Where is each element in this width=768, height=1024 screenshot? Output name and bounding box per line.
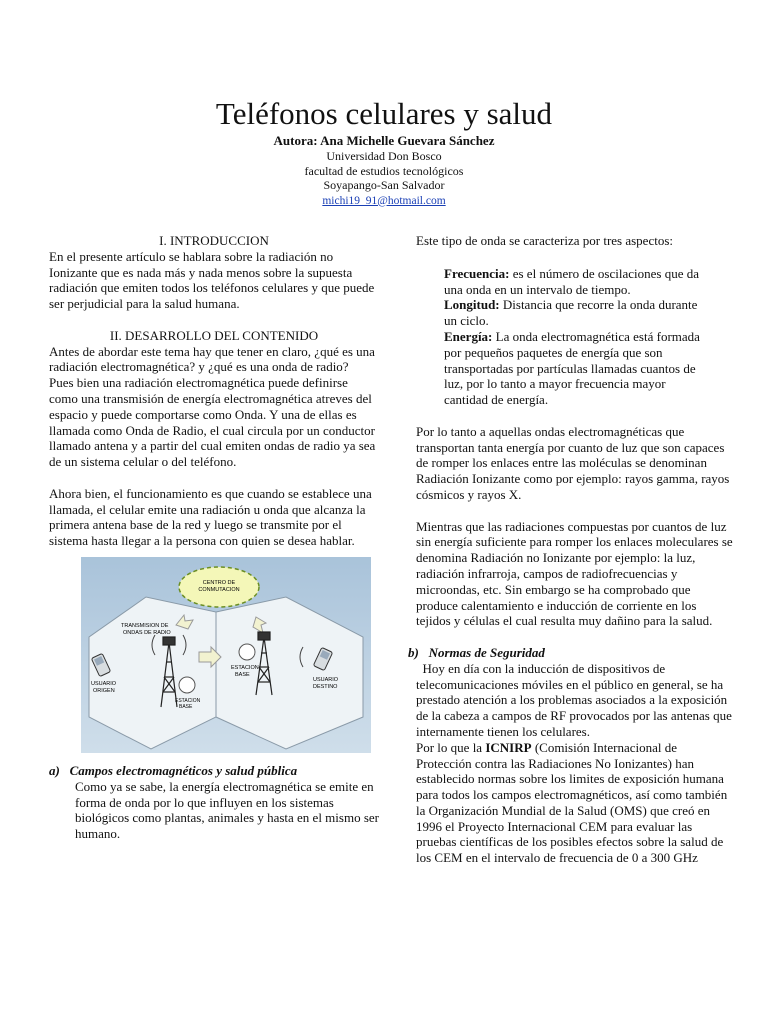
norms-2-pre: Por lo que la [416, 739, 486, 755]
left-base-station-disc [179, 677, 195, 693]
norms-paragraph-2 [416, 740, 734, 866]
usuario-origen-2: ORIGEN [93, 687, 115, 694]
right-base-station-disc [239, 644, 255, 660]
subsection-a-paragraph: Como ya se sabe, la energía electromagnética se emite en forma de onda por lo que influyen en los sistemas biológicos como plantas, animales y hasta en el mismo ser humano. [75, 778, 379, 842]
centro-label-2: CONMUTACION [198, 586, 240, 593]
network-diagram-figure [81, 557, 371, 753]
affiliation-block [0, 149, 768, 208]
left-column [49, 233, 379, 842]
network-diagram [81, 557, 371, 753]
usuario-destino-1: USUARIO [313, 676, 339, 683]
wavelength-item [444, 297, 702, 329]
development-paragraph-1: Antes de abordar este tema hay que tener en claro, ¿qué es una radiación electromagnética? y ¿qué es una onda de radio? [49, 343, 375, 375]
transmision-label-2: ONDAS DE RADIO [123, 629, 171, 636]
development-paragraph-3: Ahora bien, el funcionamiento es que cuando se establece una llamada, el celular emite una radiación u onda que alcanza la primera antena base de la red y luego se transmite por el sistema hasta llegar a la persona con quien se desea hablar. [49, 485, 372, 549]
energy-item [444, 329, 702, 408]
university: Universidad Don Bosco [326, 149, 442, 163]
estacion-base-2: BASE [179, 703, 193, 710]
energy-label: Energía: [444, 328, 493, 344]
transmision-label-1: TRANSMISION DE [121, 622, 169, 629]
subsection-a-heading [49, 763, 379, 779]
subsection-b-heading [408, 645, 734, 661]
usuario-destino-2: DESTINO [313, 683, 338, 690]
intro-paragraph: En el presente artículo se hablara sobre la radiación no Ionizante que es nada más y nada menos sobre la supuesta radiación que emiten todos los teléfonos celulares y que puede ser perjudicial para la salud humana. [49, 248, 375, 312]
centro-label-1: CENTRO DE [202, 579, 236, 586]
subsection-b-marker: b) [408, 644, 419, 660]
ionizing-paragraph: Por lo tanto a aquellas ondas electromagnéticas que transportan tanta energía por cuanto de luz que son capaces de romper los enlaces entre las moléculas se denominan Radiación Ionizante como por ejemplo: rayos gamma, rayos cósmicos y rayos X. [416, 423, 730, 502]
norms-paragraph-1: Hoy en día con la inducción de dispositivos de telecomunicaciones móviles en el público en general, se ha prestado atención a los problemas asociados a la exposición de la cabeza a campos de RF provocados por las antenas que internamente tienen los celulares. [416, 660, 736, 739]
norms-2-post: (Comisión Internacional de Protección contra las Radiaciones No Ionizantes) han establecido normas sobre los limites de exposición humana para todos los campos electromagnéticos, así como también la Organización Mundial de la Salud (OMS) que creó en 1996 el Proyecto Internacional CEM para evaluar las pruebas científicas de los posibles efectos sobre la salud de los CEM en el intervalo de frecuencia de 0 a 300 GHz [416, 739, 728, 866]
location: Soyapango-San Salvador [323, 178, 445, 192]
subsection-a-marker: a) [49, 762, 60, 778]
faculty: facultad de estudios tecnológicos [304, 163, 464, 178]
energy-text: La onda electromagnética está formada por pequeños paquetes de energía que son transportadas por partículas llamadas cuantos de luz, por lo tanto a mayor frecuencia mayor cantidad de energía. [444, 328, 700, 408]
author-line: Autora: Ana Michelle Guevara Sánchez [273, 133, 495, 148]
wave-aspects-intro: Este tipo de onda se caracteriza por tres aspectos: [416, 233, 673, 248]
development-heading: II. DESARROLLO DEL CONTENIDO [109, 327, 319, 343]
non-ionizing-paragraph: Mientras que las radiaciones compuestas por cuantos de luz sin energía suficiente para romper los enlaces moleculares se denomina Radiación no Ionizante por ejemplo: la luz, radiación infrarroja, campos de radiofrecuencias y microondas, etc. Sin embargo se ha comprobado que produce calentamiento e inducción de corriente en los tejidos y células el cual resulta muy dañino para la salud. [416, 518, 733, 629]
estacion-base2-1: ESTACION [231, 664, 259, 671]
right-column [408, 233, 736, 866]
page-title: Teléfonos celulares y salud [215, 96, 553, 131]
frequency-label: Frecuencia: [444, 265, 510, 281]
email-link[interactable]: michi19_91@hotmail.com [322, 194, 446, 207]
wavelength-text: Distancia que recorre la onda durante un ciclo. [444, 297, 698, 329]
subsection-b-title: Normas de Seguridad [428, 644, 545, 660]
wavelength-label: Longitud: [444, 297, 500, 313]
development-paragraph-2: Pues bien una radiación electromagnética puede definirse como una transmisión de energía electromagnética atreves del espacio y puede comportarse como Onda. Y una de ellas es llamada como Onda de Radio, el cual circula por un conductor llamado antena y a partir del cual emiten ondas de radio ya sea de un sistema celular o del teléfono. [49, 375, 376, 470]
icnirp-bold: ICNIRP [485, 739, 532, 755]
frequency-item [444, 266, 702, 298]
subsection-a-title: Campos electromagnéticos y salud pública [69, 762, 298, 778]
intro-heading: I. INTRODUCCION [159, 233, 269, 248]
usuario-origen-1: USUARIO [91, 680, 117, 687]
frequency-text: es el número de oscilaciones que da una onda en un intervalo de tiempo. [444, 265, 699, 297]
estacion-base2-2: BASE [235, 671, 250, 678]
estacion-base-1: ESTACION [175, 697, 201, 704]
